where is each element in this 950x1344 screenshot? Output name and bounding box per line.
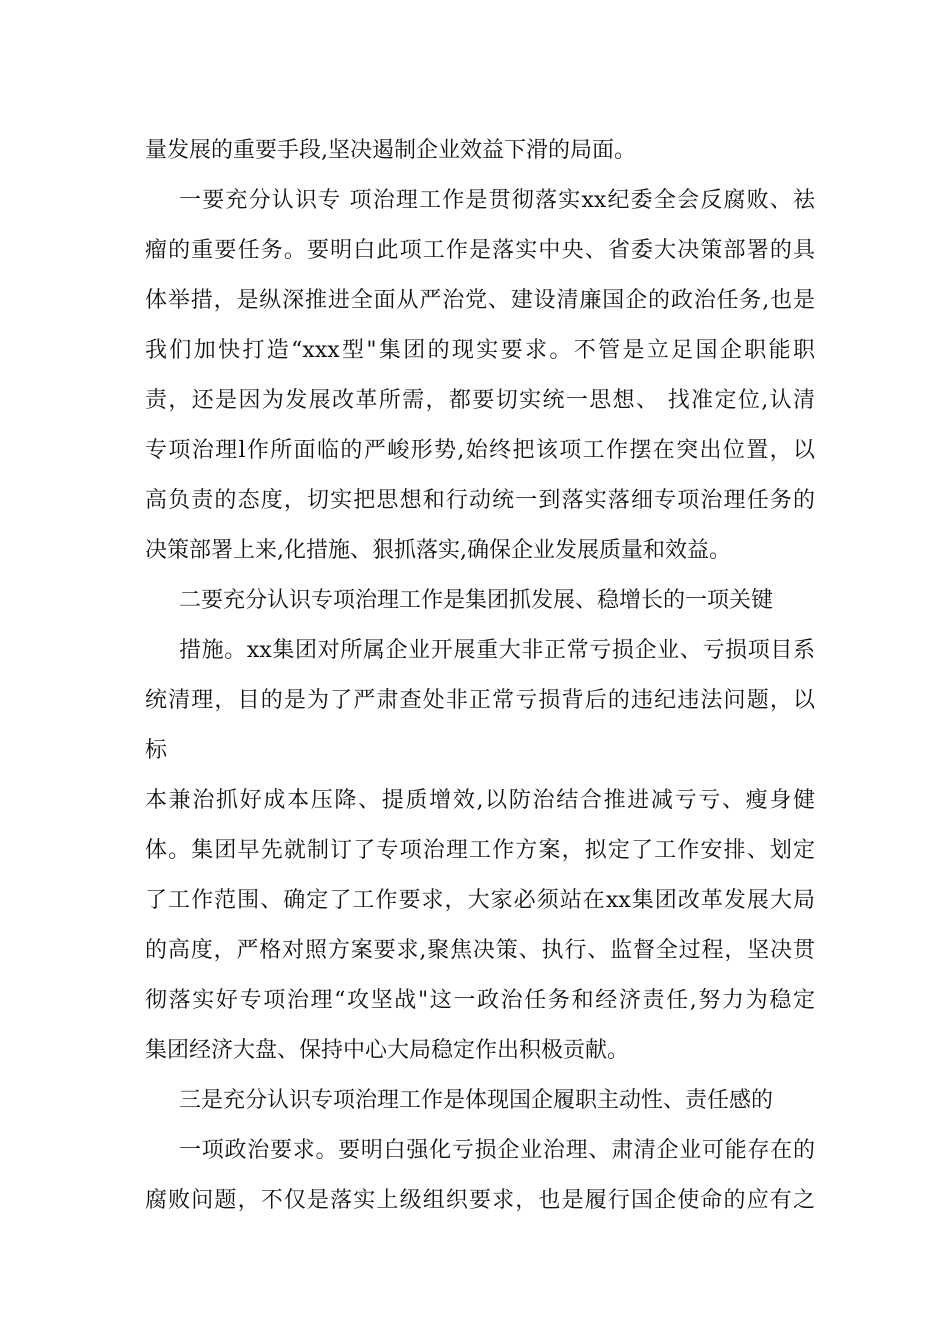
text-line-6: 责，还是因为发展改革所需，都要切实统一思想、 找准定位,认清 [145,388,815,413]
text-line-3: 瘤的重要任务。要明白此项工作是落实中央、省委大决策部署的具 [145,238,815,263]
text-line-1: 量发展的重要手段,坚决遏制企业效益下滑的局面。 [145,138,636,163]
text-line-2: 一要充分认识专 项治理工作是贯彻落实xx纪委全会反腐败、祛 [179,188,815,213]
text-line-11: 措施。xx集团对所属企业开展重大非正常亏损企业、亏损项目系 [179,638,815,663]
text-line-7: 专项治理l作所面临的严峻形势,始终把该项工作摆在突出位置，以 [145,438,815,463]
text-line-4: 体举措，是纵深推进全面从严治党、建设清廉国企的政治任务,也是 [145,288,815,313]
text-line-12: 统清理，目的是为了严肃查处非正常亏损背后的违纪违法问题，以 [145,688,815,713]
text-line-18: 彻落实好专项治理“攻坚战"这一政治任务和经济责任,努力为稳定 [145,988,815,1013]
text-line-17: 的高度，严格对照方案要求,聚焦决策、执行、监督全过程，坚决贯 [145,938,815,963]
text-line-10: 二要充分认识专项治理工作是集团抓发展、稳增长的一项关键 [179,588,774,613]
text-line-20: 三是充分认识专项治理工作是体现国企履职主动性、责任感的 [179,1088,774,1113]
text-line-22: 腐败问题，不仅是落实上级组织要求，也是履行国企使命的应有之 [145,1188,815,1213]
text-line-5: 我们加快打造“xxx型"集团的现实要求。不管是立足国企职能职 [145,338,815,363]
text-line-8: 高负责的态度，切实把思想和行动统一到落实落细专项治理任务的 [145,488,815,513]
text-line-15: 体。集团早先就制订了专项治理工作方案，拟定了工作安排、划定 [145,838,815,863]
text-line-19: 集团经济大盘、保持中心大局稳定作出积极贡献。 [145,1038,630,1063]
text-line-14: 本兼治抓好成本压降、提质增效,以防治结合推进减亏亏、瘦身健 [145,788,815,813]
text-line-21: 一项政治要求。要明白强化亏损企业治理、肃清企业可能存在的 [179,1138,815,1163]
text-line-16: 了工作范围、确定了工作要求，大家必须站在xx集团改革发展大局 [145,888,815,913]
text-line-13: 标 [145,738,168,763]
text-line-9: 决策部署上来,化措施、狠抓落实,确保企业发展质量和效益。 [145,538,731,563]
